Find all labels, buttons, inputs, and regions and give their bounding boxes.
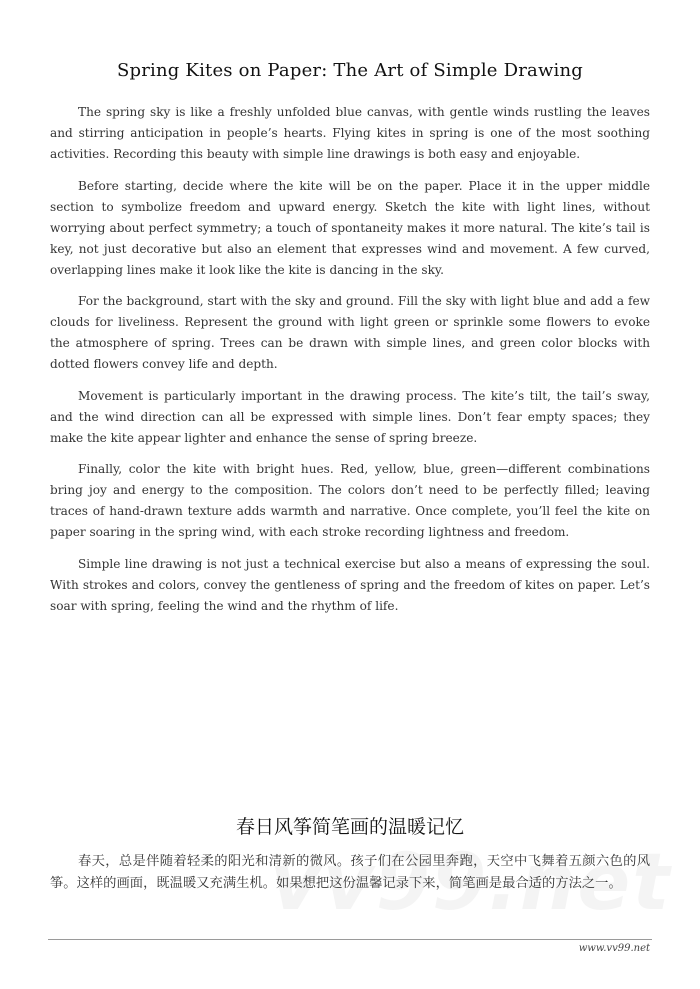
english-paragraph-4: Movement is particularly important in the drawing process. The kite’s tilt, the tail’s sway, and the wind direction can all be expressed with simple lines. Don’t fear empty spaces; they make the kite appear lighter and enhance the sense of spring breeze. (50, 388, 650, 445)
english-article-body (50, 102, 650, 627)
english-paragraph-1: The spring sky is like a freshly unfolded blue canvas, with gentle winds rustling the leaves and stirring anticipation in people’s hearts. Flying kites in spring is one of the most soothing activities. Recording this beauty with simple line drawings is both easy and enjoyable. (50, 105, 650, 161)
footer-divider (48, 939, 652, 940)
chinese-paragraph-1: 春天，总是伴随着轻柔的阳光和清新的微风。孩子们在公园里奔跑，天空中飞舞着五颜六色的风筝。这样的画面，既温暖又充满生机。如果想把这份温馨记录下来，简笔画是最合适的方法之一。 (50, 854, 650, 891)
chinese-article-title: 春日风筝简笔画的温暖记忆 (235, 816, 464, 838)
english-paragraph-5: Finally, color the kite with bright hues. Red, yellow, blue, green—different combinations bring joy and energy to the composition. The colors don’t need to be perfectly filled; leaving traces of hand-drawn texture adds warmth and narrative. Once complete, you’ll feel the kite on paper soaring in the spring wind, with each stroke recording lightness and freedom. (50, 462, 650, 539)
english-paragraph-2: Before starting, decide where the kite will be on the paper. Place it in the upper middle section to symbolize freedom and upward energy. Sketch the kite with light lines, without worrying about perfect symmetry; a touch of spontaneity makes it more natural. The kite’s tail is key, not just decorative but also an element that expresses wind and movement. A few curved, overlapping lines make it look like the kite is dancing in the sky. (50, 178, 650, 277)
english-paragraph-6: Simple line drawing is not just a technical exercise but also a means of expressing the soul. With strokes and colors, convey the gentleness of spring and the freedom of kites on paper. Let’s soar with spring, feeling the wind and the rhythm of life. (50, 556, 650, 613)
english-article-title: Spring Kites on Paper: The Art of Simple Drawing (116, 60, 584, 81)
chinese-article-body (50, 851, 650, 895)
english-paragraph-3: For the background, start with the sky and ground. Fill the sky with light blue and add a few clouds for liveliness. Represent the ground with light green or sprinkle some flowers to evoke the atmosphere of spring. Trees can be drawn with simple lines, and green color blocks with dotted flowers convey life and depth. (50, 294, 650, 371)
footer-url: www.vv99.net (578, 943, 650, 954)
